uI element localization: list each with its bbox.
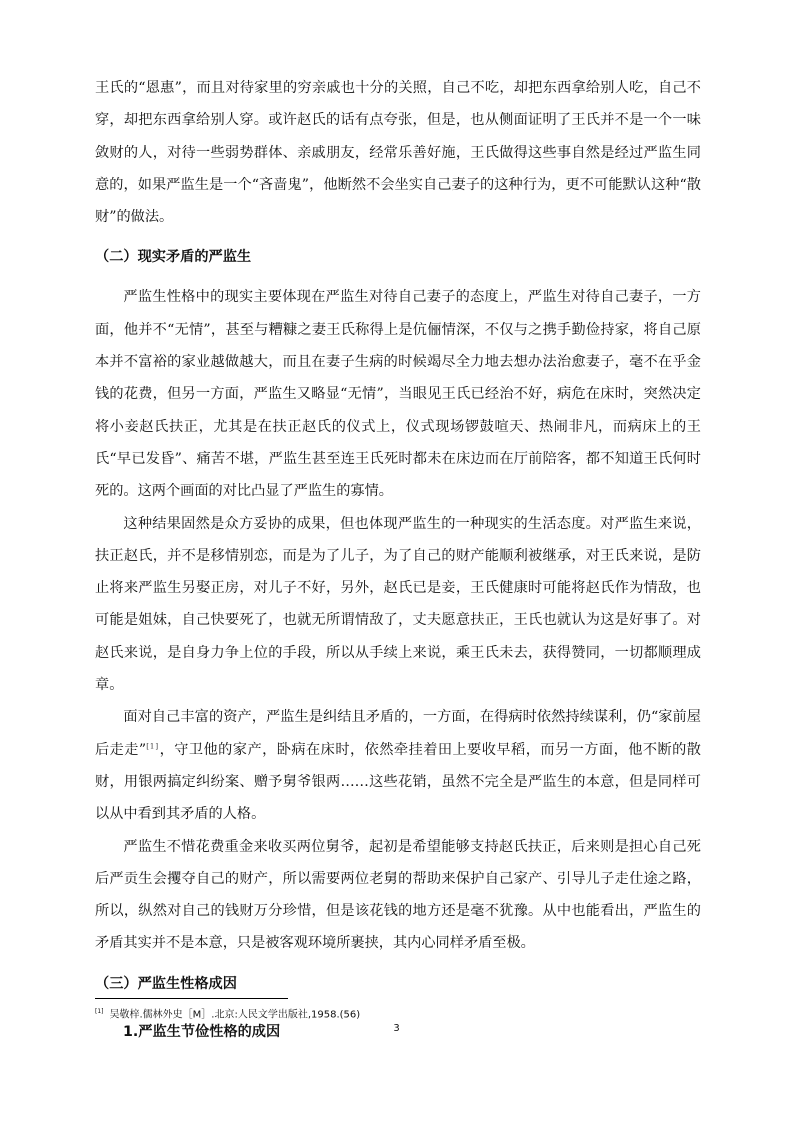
footnote [95,1005,360,1022]
paragraph-text: 面对自己丰富的资产，严监生是纠结且矛盾的，一方面，在得病时依然持续谋利，仍“家前屋后走走” [95,709,701,758]
page-number: 3 [393,1023,400,1034]
paragraph-wealth-conflict [95,701,701,830]
section-heading-3: （三）严监生性格成因 [95,975,237,992]
footnote-text: 吴敬梓.儒林外史［M］.北京:人民文学出版社,1958.(56) [109,1009,361,1021]
paragraph-realistic-attitude: 严监生性格中的现实主要体现在严监生对待自己妻子的态度上，严监生对待自己妻子，一方面，他并不“无情”，甚至与糟糠之妻王氏称得上是伉俪情深，不仅与之携手勤俭持家，将自己原本并不富裕的家业越做越大，而且在妻子生病的时候竭尽全力地去想办法治愈妻子，毫不在乎金钱的花费，但另一方面，严监生又略显“无情”，当眼见王氏已经治不好，病危在床时，突然决定将小妾赵氏扶正，尤其是在扶正赵氏的仪式上，仪式现场锣鼓喧天、热闹非凡，而病床上的王氏“早已发昏”、痛苦不堪，严监生甚至连王氏死时都未在床边而在厅前陪客，都不知道王氏何时死的。这两个画面的对比凸显了严监生的寡情。 [95,289,701,500]
section-heading-2: （二）现实矛盾的严监生 [95,249,252,266]
paragraph-wang-kindness: 王氏的“恩惠”，而且对待家里的穷亲戚也十分的关照，自己不吃，却把东西拿给别人吃，自己不穿，却把东西拿给别人穿。或许赵氏的话有点夸张，但是，也从侧面证明了王氏并不是一个一味敛财的人，对待一些弱势群体、亲戚朋友，经常乐善好施，王氏做得这些事自然是经过严监生同意的，如果严监生是一个“吝啬鬼”，他断然不会坐实自己妻子的这种行为，更不可能默认这种“散财”的做法。 [95,80,701,226]
subsection-heading-1: 1.严监生节俭性格的成因 [123,1023,281,1040]
main-text [95,72,701,1048]
paragraph-uncles: 严监生不惜花费重金来收买两位舅爷，起初是希望能够支持赵氏扶正，后来则是担心自己死后严贡生会攫夺自己的财产，所以需要两位老舅的帮助来保护自己家产、引导儿子走仕途之路，所以，纵然对自己的钱财万分珍惜，但是该花钱的地方还是毫不犹豫。从中也能看出，严监生的矛盾其实并不是本意，只是被客观环境所裹挟，其内心同样矛盾至极。 [95,838,701,952]
paragraph-text: ，守卫他的家产，卧病在床时，依然牵挂着田上要收早稻，而另一方面，他不断的散财，用银两搞定纠纷案、赠予舅爷银两……这些花销，虽然不完全是严监生的本意，但是同样可以从中看到其矛盾的人格。 [95,741,701,823]
footnote-reference[interactable]: [1] [146,741,160,750]
footnote-divider [95,998,288,999]
footnote-marker: [1] [95,1008,104,1015]
paragraph-compromise: 这种结果固然是众方妥协的成果，但也体现严监生的一种现实的生活态度。对严监生来说，扶正赵氏，并不是移情别恋，而是为了儿子，为了自己的财产能顺利被继承，对王氏来说，是防止将来严监生另娶正房，对儿子不好，另外，赵氏已是妾，王氏健康时可能将赵氏作为情敌，也可能是姐妹，自己快要死了，也就无所谓情敌了，丈夫愿意扶正，王氏也就认为这是好事了。对赵氏来说，是自身力争上位的手段，所以从手续上来说，乘王氏未去，获得赞同，一切都顺理成章。 [95,515,701,694]
